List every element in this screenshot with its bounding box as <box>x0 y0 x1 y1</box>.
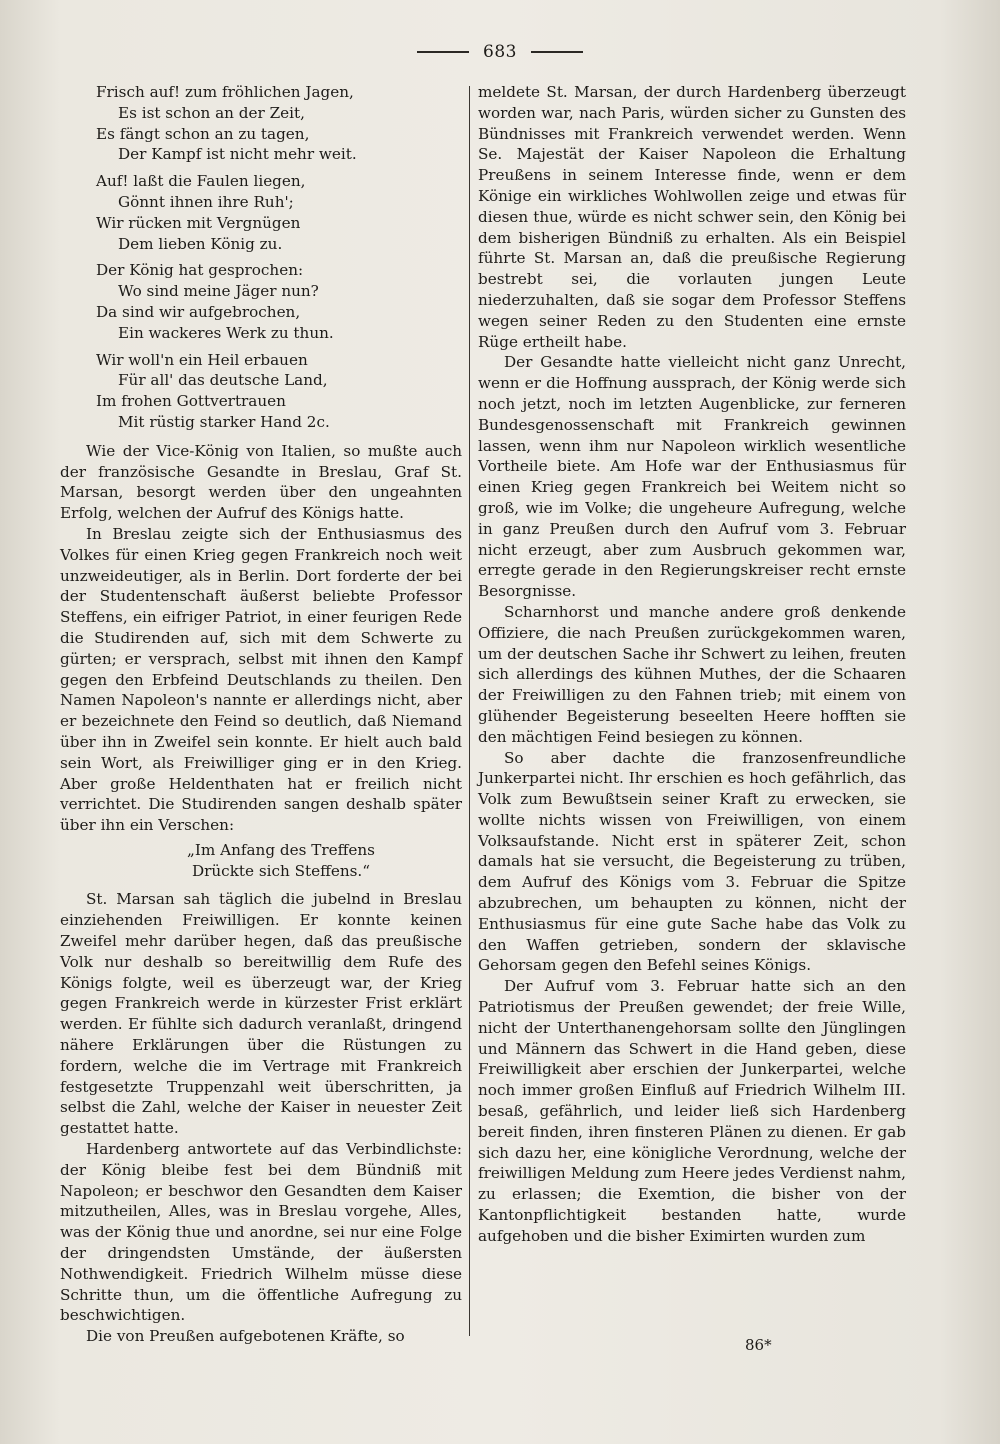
paragraph: Der Gesandte hatte vielleicht nicht ganz Unrecht, wenn er die Hoffnung aussprach, der König werde sich noch jetzt, noch im letzten Augenblicke, zur ferneren Bundesgenossenschaft mit Frankreich gewinnen lassen, wenn ihm nur Napoleon wirklich wesentliche Vortheile biete. Am Hofe war der Enthusiasmus für einen Krieg gegen Frankreich bei Weitem nicht so groß, wie im Volke; die ungeheure Aufregung, welche in ganz Preußen durch den Aufruf vom 3. Februar nicht erzeugt, aber zum Ausbruch gekommen war, erregte gerade in den Regierungskreiser recht ernste Besorgnisse. <box>478 353 906 601</box>
poem-line: Da sind wir aufgebrochen, <box>96 302 301 321</box>
quote-line: „Im Anfang des Treffens <box>187 840 375 859</box>
poem-line: Wo sind meine Jäger nun? <box>118 282 319 301</box>
paragraph: St. Marsan sah täglich die jubelnd in Breslau einziehenden Freiwilligen. Er konnte keinen Zweifel mehr darüber hegen, daß das preußische Volk nur deshalb so bereitwillig dem Rufe des Königs folgte, weil es überzeugt war, der Krieg gegen Frankreich werde in kürzester Frist erklärt werden. Er fühlte sich dadurch veranlaßt, dringend nähere Erklärungen über die Rüstungen zu fordern, welche die im Vertrage mit Frankreich festgesetzte Truppenzahl weit überschritten, ja selbst die Zahl, welche der Kaiser in neuester Zeit gestattet hatte. <box>60 890 462 1138</box>
column-divider <box>469 86 470 1336</box>
paragraph: Hardenberg antwortete auf das Verbindlichste: der König bleibe fest bei dem Bündniß mit Napoleon; er beschwor den Gesandten dem Kaiser mitzutheilen, Alles, was in Breslau vorgehe, Alles, was der König thue und anordne, sei nur eine Folge der dringendsten Umstände, der äußersten Nothwendigkeit. Friedrich Wilhelm müsse diese Schritte thun, um die öffentliche Aufregung zu beschwichtigen. <box>60 1140 462 1325</box>
poem-stanza <box>96 260 462 343</box>
poem-line: Es ist schon an der Zeit, <box>118 103 305 122</box>
poem-line: Im frohen Gottvertrauen <box>96 392 286 411</box>
poem-line: Wir woll'n ein Heil erbauen <box>96 350 308 369</box>
poem-line: Frisch auf! zum fröhlichen Jagen, <box>96 83 354 101</box>
poem-line: Der Kampf ist nicht mehr weit. <box>118 145 357 164</box>
header-rule-left <box>417 51 469 53</box>
signature-mark: 86* <box>745 1336 772 1354</box>
paragraph: In Breslau zeigte sich der Enthusiasmus des Volkes für einen Krieg gegen Frankreich noch weit unzweideutiger, als in Berlin. Dort forderte der bei der Studentenschaft äußerst beliebte Professor Steffens, ein eifriger Patriot, in einer feurigen Rede die Studirenden auf, sich mit dem Schwerte zu gürten; er versprach, selbst mit ihnen den Kampf gegen den Erbfeind Deutschlands zu theilen. Den Namen Napoleon's nannte er allerdings nicht, aber er bezeichnete den Feind so deutlich, daß Niemand über ihn in Zweifel sein konnte. Er hielt auch bald sein Wort, als Freiwilliger ging er in den Krieg. Aber große Heldenthaten hat er freilich nicht verrichtet. Die Studirenden sangen deshalb später über ihn ein Verschen: <box>60 524 462 835</box>
poem-line: Ein wackeres Werk zu thun. <box>118 323 334 342</box>
poem-line: Der König hat gesprochen: <box>96 261 304 280</box>
paragraph: Wie der Vice-König von Italien, so mußte auch der französische Gesandte in Breslau, Graf St. Marsan, besorgt werden über den ungeahnten Erfolg, welchen der Aufruf des Königs hatte. <box>60 441 462 523</box>
poem-stanza <box>96 171 462 254</box>
paragraph: Der Aufruf vom 3. Februar hatte sich an den Patriotismus der Preußen gewendet; der freie Wille, nicht der Unterthanengehorsam sollte den Jünglingen und Männern das Schwert in die Hand geben, diese Freiwilligkeit aber erschien der Junkerpartei, welche noch immer großen Einfluß auf Friedrich Wilhelm III. besaß, gefährlich, und leider ließ sich Hardenberg bereit finden, ihren finsteren Plänen zu dienen. Er gab sich dazu her, eine königliche Verordnung, welche der freiwilligen Meldung zum Heere jedes Verdienst nahm, zu erlassen; die Exemtion, die bisher von der Kantonpflichtigkeit bestanden hatte, wurde aufgehoben und die bisher Eximirten wurden zum <box>478 977 906 1245</box>
page-number: 683 <box>483 42 517 62</box>
poem-line: Dem lieben König zu. <box>118 234 283 253</box>
poem-line: Es fängt schon an zu tagen, <box>96 124 310 143</box>
page-header <box>0 42 1000 62</box>
poem-line: Wir rücken mit Vergnügen <box>96 213 301 232</box>
poem-line: Gönnt ihnen ihre Ruh'; <box>118 192 294 211</box>
paragraph: Die von Preußen aufgebotenen Kräfte, so <box>86 1327 405 1346</box>
quoted-verse <box>60 840 462 882</box>
quote-line: Drückte sich Steffens.“ <box>191 861 371 880</box>
paragraph: Scharnhorst und manche andere groß denkende Offiziere, die nach Preußen zurückgekommen waren, um der deutschen Sache ihr Schwert zu leihen, freuten sich allerdings des kühnen Muthes, der die Schaaren der Freiwilligen zu den Fahnen trieb; mit einem von glühender Begeisterung beseelten Heere hofften sie den mächtigen Feind besiegen zu können. <box>478 602 906 746</box>
right-column <box>478 82 906 1247</box>
poem-stanza <box>96 82 462 165</box>
paragraph: So aber dachte die franzosenfreundliche Junkerpartei nicht. Ihr erschien es hoch gefährlich, das Volk zum Bewußtsein seiner Kraft zu erwecken, sie wollte nichts wissen von Freiwilligen, von einem Volksaufstande. Nicht erst in späterer Zeit, schon damals hat sie versucht, die Begeisterung zu trüben, dem Aufruf des Königs vom 3. Februar die Spitze abzubrechen, um behaupten zu können, nicht der Enthusiasmus für eine gute Sache habe das Volk zu den Waffen getrieben, sondern der sklavische Gehorsam gegen den Befehl seines Königs. <box>478 748 906 975</box>
poem-stanza <box>96 350 462 433</box>
poem <box>60 82 462 433</box>
left-column <box>60 82 462 1347</box>
poem-line: Für all' das deutsche Land, <box>118 371 328 390</box>
header-rule-right <box>531 51 583 53</box>
poem-line: Mit rüstig starker Hand 2c. <box>118 412 330 431</box>
poem-line: Auf! laßt die Faulen liegen, <box>96 172 306 191</box>
paragraph: meldete St. Marsan, der durch Hardenberg überzeugt worden war, nach Paris, würden sicher zu Gunsten des Bündnisses mit Frankreich verwendet werden. Wenn Se. Majestät der Kaiser Napoleon die Erhaltung Preußens in seinem Interesse finde, wenn er dem Könige ein wirkliches Wohlwollen zeige und etwas für diesen thue, würde es nicht schwer sein, den König bei dem bisherigen Bündniß zu erhalten. Als ein Beispiel führte St. Marsan an, daß die preußische Regierung bestrebt sei, die vorlauten jungen Leute niederzuhalten, daß sie sogar dem Professor Steffens wegen seiner Reden zu den Studenten eine ernste Rüge ertheilt habe. <box>478 83 906 351</box>
